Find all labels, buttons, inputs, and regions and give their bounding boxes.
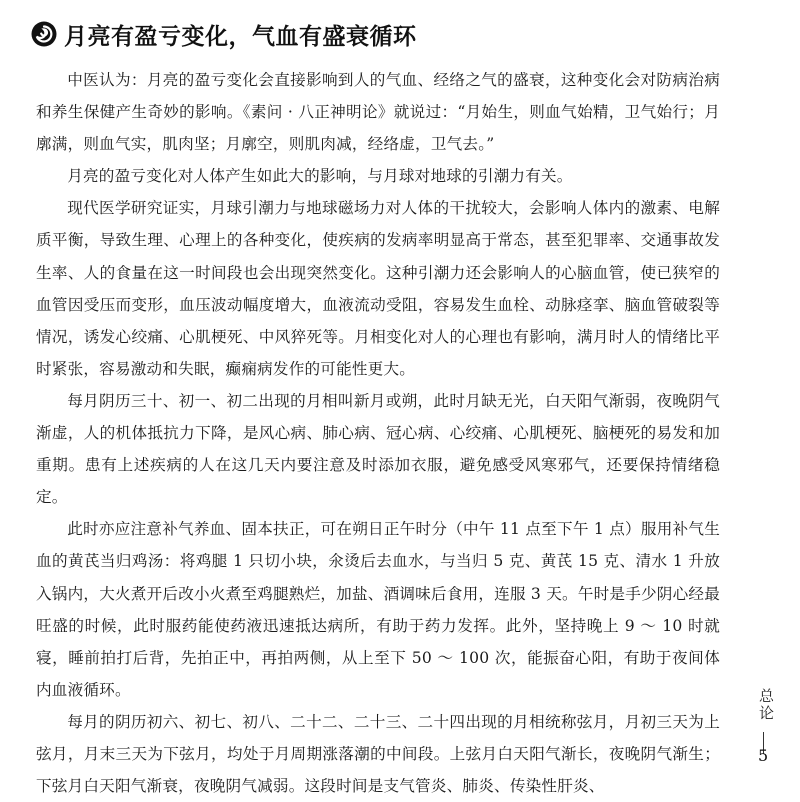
paragraph: 中医认为：月亮的盈亏变化会直接影响到人的气血、经络之气的盛衰，这种变化会对防病治病和养生保健产生奇妙的影响。《素问 · 八正神明论》就说过：“月始生，则血气始精，卫气始行；月廓满，则血气实，肌肉坚；月廓空，则肌肉减，经络虚，卫气去。” [36, 71, 720, 154]
paragraph: 每月的阴历初六、初七、初八、二十二、二十三、二十四出现的月相统称弦月，月初三天为上弦月，月末三天为下弦月，均处于月周期涨落潮的中间段。上弦月白天阳气渐长，夜晚阴气渐生；下弦月白天阳气渐衰，夜晚阴气减弱。这段时间是支气管炎、肺炎、传染性肝炎、 [36, 712, 720, 796]
paragraph: 每月阴历三十、初一、初二出现的月相叫新月或朔，此时月缺无光，白天阳气渐弱，夜晚阴气渐虚，人的机体抵抗力下降，是风心病、肺心病、冠心病、心绞痛、心肌梗死、脑梗死的易发和加重期。患有上述疾病的人在这几天内要注意及时添加衣服，避免感受风寒邪气，还要保持情绪稳定。 [36, 391, 720, 507]
section-heading [30, 14, 417, 54]
paragraph: 现代医学研究证实，月球引潮力与地球磁场力对人体的干扰较大，会影响人体内的激素、电解质平衡，导致生理、心理上的各种变化，使疾病的发病率明显高于常态，甚至犯罪率、交通事故发生率、人的食量在这一时间段也会出现突然变化。这种引潮力还会影响人的心脑血管，使已狭窄的血管因受压而变形，血压波动幅度增大，血液流动受阻，容易发生血栓、动脉痉挛、脑血管破裂等情况，诱发心绞痛、心肌梗死、中风猝死等。月相变化对人的心理也有影响，满月时人的情绪比平时紧张，容易激动和失眠，癫痫病发作的可能性更大。 [36, 199, 720, 378]
section-title: 月亮有盈亏变化，气血有盛衰循环 [64, 23, 417, 50]
paragraph: 月亮的盈亏变化对人体产生如此大的影响，与月球对地球的引潮力有关。 [67, 167, 573, 186]
section-label: 总论 [757, 688, 775, 722]
page-number: 5 [758, 746, 769, 765]
swirl-icon [30, 20, 58, 48]
page-sidebar [748, 688, 788, 798]
body-text [36, 64, 720, 802]
paragraph: 此时亦应注意补气养血、固本扶正，可在朔日正午时分（中午 11 点至下午 1 点）服用补气生血的黄芪当归鸡汤：将鸡腿 1 只切小块，氽烫后去血水，与当归 5 克、黄芪 15 克、清水 1 升放入锅内，大火煮开后改小火煮至鸡腿熟烂，加盐、酒调味后食用，连服 3 天。午时是手少阴心经最旺盛的时候，此时服药能使药液迅速抵达病所，有助于药力发挥。此外，坚持晚上 9 ～ 10 时就寝，睡前拍打后背，先拍正中，再拍两侧，从上至下 50 ～ 100 次，能振奋心阳，有助于夜间体内血液循环。 [36, 520, 720, 699]
